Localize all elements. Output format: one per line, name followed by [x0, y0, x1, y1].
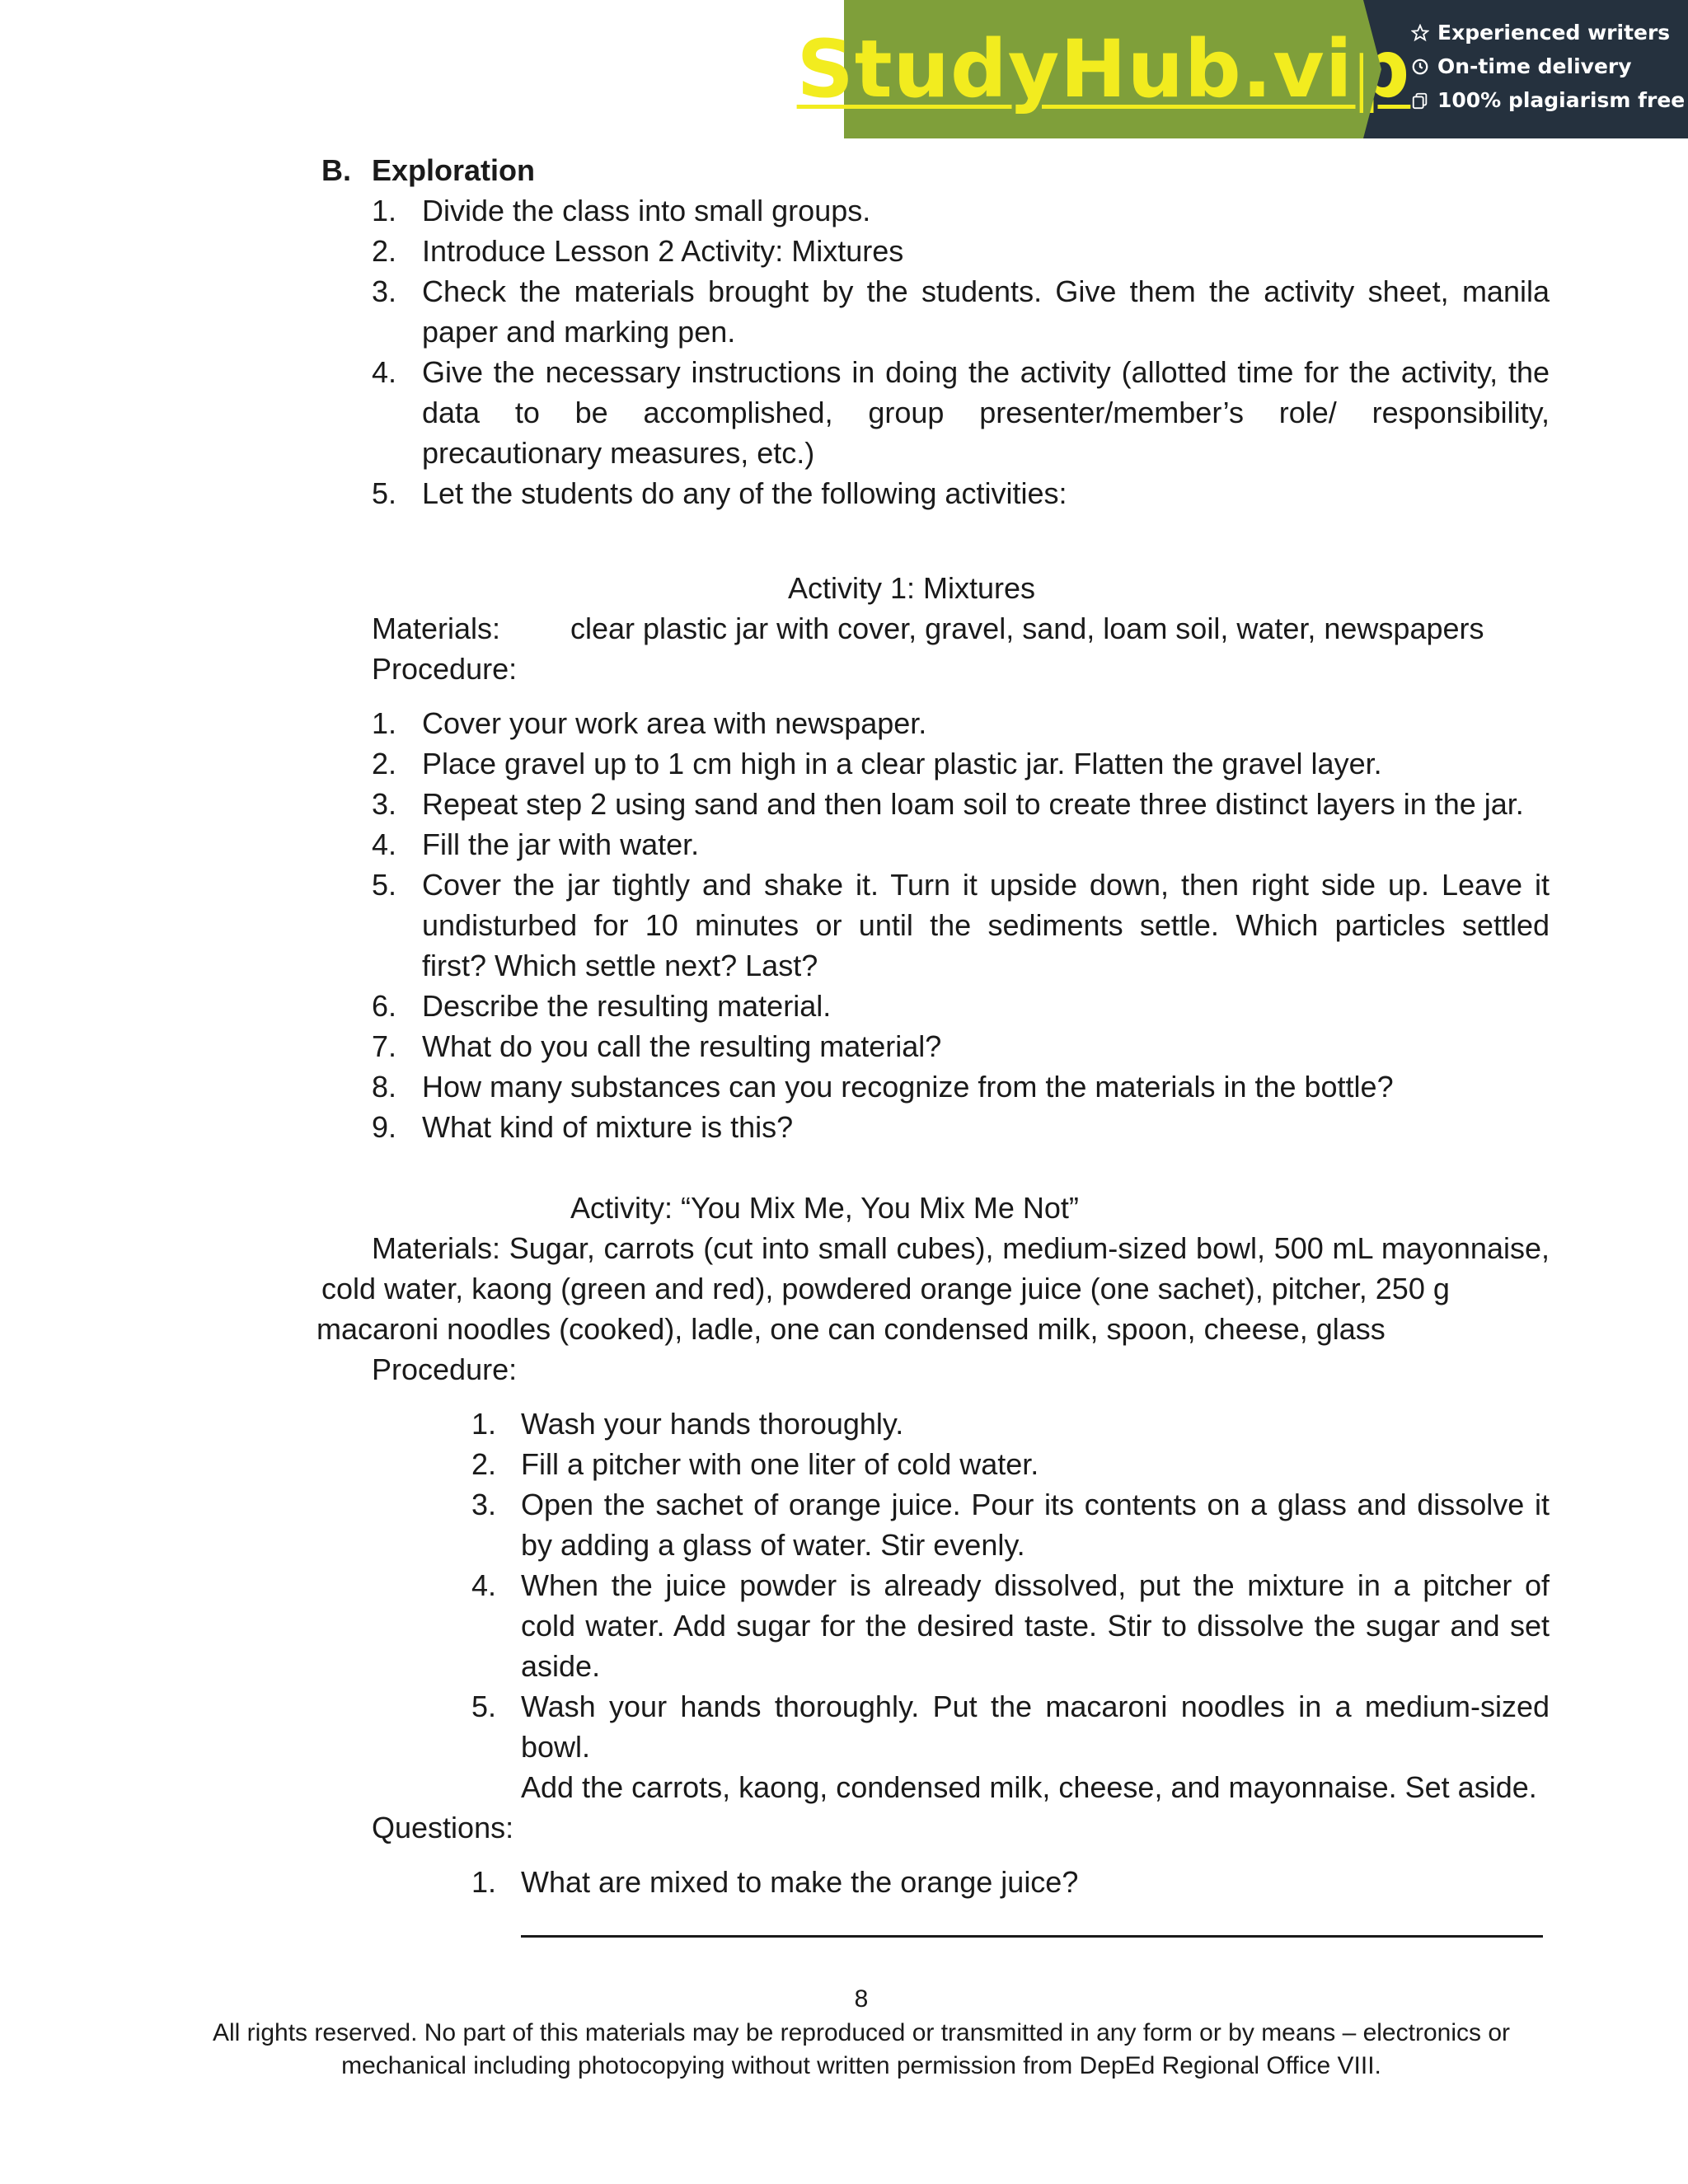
step-number: 9. [372, 1110, 397, 1144]
activity2-materials-line: macaroni noodles (cooked), ladle, one can condensed milk, spoon, cheese, glass [316, 1312, 1386, 1346]
feature-text: Experienced writers [1437, 21, 1671, 45]
step-number: 8. [372, 1070, 397, 1104]
activity1-step: Place gravel up to 1 cm high in a clear plastic jar. Flatten the gravel layer. [422, 747, 1382, 780]
activity2-step: Fill a pitcher with one liter of cold water. [521, 1447, 1039, 1481]
step-number: 3. [372, 274, 397, 308]
step-number: 4. [372, 827, 397, 861]
exploration-step: Divide the class into small groups. [422, 194, 871, 227]
exploration-step-cont: precautionary measures, etc.) [422, 436, 815, 470]
feature-writers [1409, 20, 1688, 45]
activity1-materials-label: Materials: [372, 612, 501, 645]
studyhub-banner[interactable] [796, 0, 1688, 138]
feature-text: On-time delivery [1437, 54, 1632, 78]
activity1-step-cont: undisturbed for 10 minutes or until the sediments settle. Which particles settled [422, 908, 1550, 942]
activity2-materials-line: cold water, kaong (green and red), powdered orange juice (one sachet), pitcher, 250 g [321, 1272, 1450, 1305]
step-number: 1. [372, 194, 397, 227]
exploration-step: Let the students do any of the following activities: [422, 476, 1067, 510]
activity1-procedure-label: Procedure: [372, 652, 518, 686]
step-number: 5. [372, 476, 397, 510]
activity2-step-cont: cold water. Add sugar for the desired taste. Stir to dissolve the sugar and set [521, 1609, 1550, 1643]
activity2-step: Open the sachet of orange juice. Pour its contents on a glass and dissolve it [521, 1488, 1550, 1521]
activity2-step-cont: aside. [521, 1649, 601, 1683]
step-number: 2. [372, 234, 397, 268]
activity2-materials-line: Materials: Sugar, carrots (cut into small cubes), medium-sized bowl, 500 mL mayonnaise, [372, 1231, 1550, 1265]
activity1-step-cont: first? Which settle next? Last? [422, 949, 818, 982]
step-number: 4. [372, 355, 397, 389]
copyright-line: All rights reserved. No part of this materials may be reproduced or transmitted in any form or by means – electronics or [213, 2019, 1510, 2046]
exploration-step: Introduce Lesson 2 Activity: Mixtures [422, 234, 904, 268]
section-title: Exploration [372, 153, 536, 187]
activity1-step: Describe the resulting material. [422, 989, 832, 1023]
step-number: 5. [372, 868, 397, 902]
activity2-step-cont: by adding a glass of water. Stir evenly. [521, 1528, 1025, 1562]
activity1-materials: clear plastic jar with cover, gravel, sand, loam soil, water, newspapers [570, 612, 1484, 645]
activity2-step-cont: Add the carrots, kaong, condensed milk, cheese, and mayonnaise. Set aside. [521, 1770, 1537, 1804]
step-number: 6. [372, 989, 397, 1023]
step-number: 3. [372, 787, 397, 821]
activity1-step: Cover your work area with newspaper. [422, 706, 927, 740]
activity2-step: Wash your hands thoroughly. Put the macaroni noodles in a medium-sized [521, 1690, 1550, 1723]
activity1-step: Repeat step 2 using sand and then loam soil to create three distinct layers in the jar. [422, 787, 1524, 821]
copy-icon [1409, 91, 1431, 110]
activity2-procedure-label: Procedure: [372, 1352, 518, 1386]
activity1-step: What do you call the resulting material? [422, 1029, 942, 1063]
activity1-step: Cover the jar tightly and shake it. Turn it upside down, then right side up. Leave it [422, 868, 1550, 902]
feature-plagiarism [1409, 87, 1688, 113]
activity1-step: What kind of mixture is this? [422, 1110, 794, 1144]
activity1-title: Activity 1: Mixtures [788, 571, 1036, 605]
activity1-step: How many substances can you recognize from the materials in the bottle? [422, 1070, 1394, 1104]
step-number: 3. [471, 1488, 497, 1521]
question: What are mixed to make the orange juice? [521, 1865, 1079, 1899]
logo-text: StudyHub.vip [796, 23, 1411, 115]
star-icon [1409, 24, 1431, 42]
questions-label: Questions: [372, 1811, 514, 1844]
step-number: 2. [471, 1447, 497, 1481]
page-number: 8 [854, 1985, 869, 2013]
answer-line [521, 1935, 1543, 1938]
studyhub-logo[interactable] [796, 0, 1411, 138]
question-number: 1. [471, 1865, 497, 1899]
activity2-step: When the juice powder is already dissolved, put the mixture in a pitcher of [521, 1568, 1550, 1602]
step-number: 2. [372, 747, 397, 780]
step-number: 7. [372, 1029, 397, 1063]
section-letter: B. [321, 153, 351, 187]
activity1-step: Fill the jar with water. [422, 827, 700, 861]
activity2-title: Activity: “You Mix Me, You Mix Me Not” [570, 1191, 1079, 1225]
exploration-step: Check the materials brought by the students. Give them the activity sheet, manila [422, 274, 1550, 308]
exploration-step-cont: paper and marking pen. [422, 315, 736, 349]
feature-text: 100% plagiarism free [1437, 88, 1686, 112]
activity2-step: Wash your hands thoroughly. [521, 1407, 904, 1441]
banner-features [1363, 0, 1688, 138]
step-number: 1. [372, 706, 397, 740]
copyright-line: mechanical including photocopying without written permission from DepEd Regional Office VIII. [341, 2052, 1381, 2079]
step-number: 5. [471, 1690, 497, 1723]
activity2-step-cont: bowl. [521, 1730, 591, 1764]
feature-delivery [1409, 54, 1688, 79]
step-number: 1. [471, 1407, 497, 1441]
exploration-step: Give the necessary instructions in doing the activity (allotted time for the activity, the [422, 355, 1550, 389]
clock-icon [1409, 58, 1431, 76]
exploration-step-cont: data to be accomplished, group presenter/member’s role/ responsibility, [422, 396, 1550, 429]
step-number: 4. [471, 1568, 497, 1602]
